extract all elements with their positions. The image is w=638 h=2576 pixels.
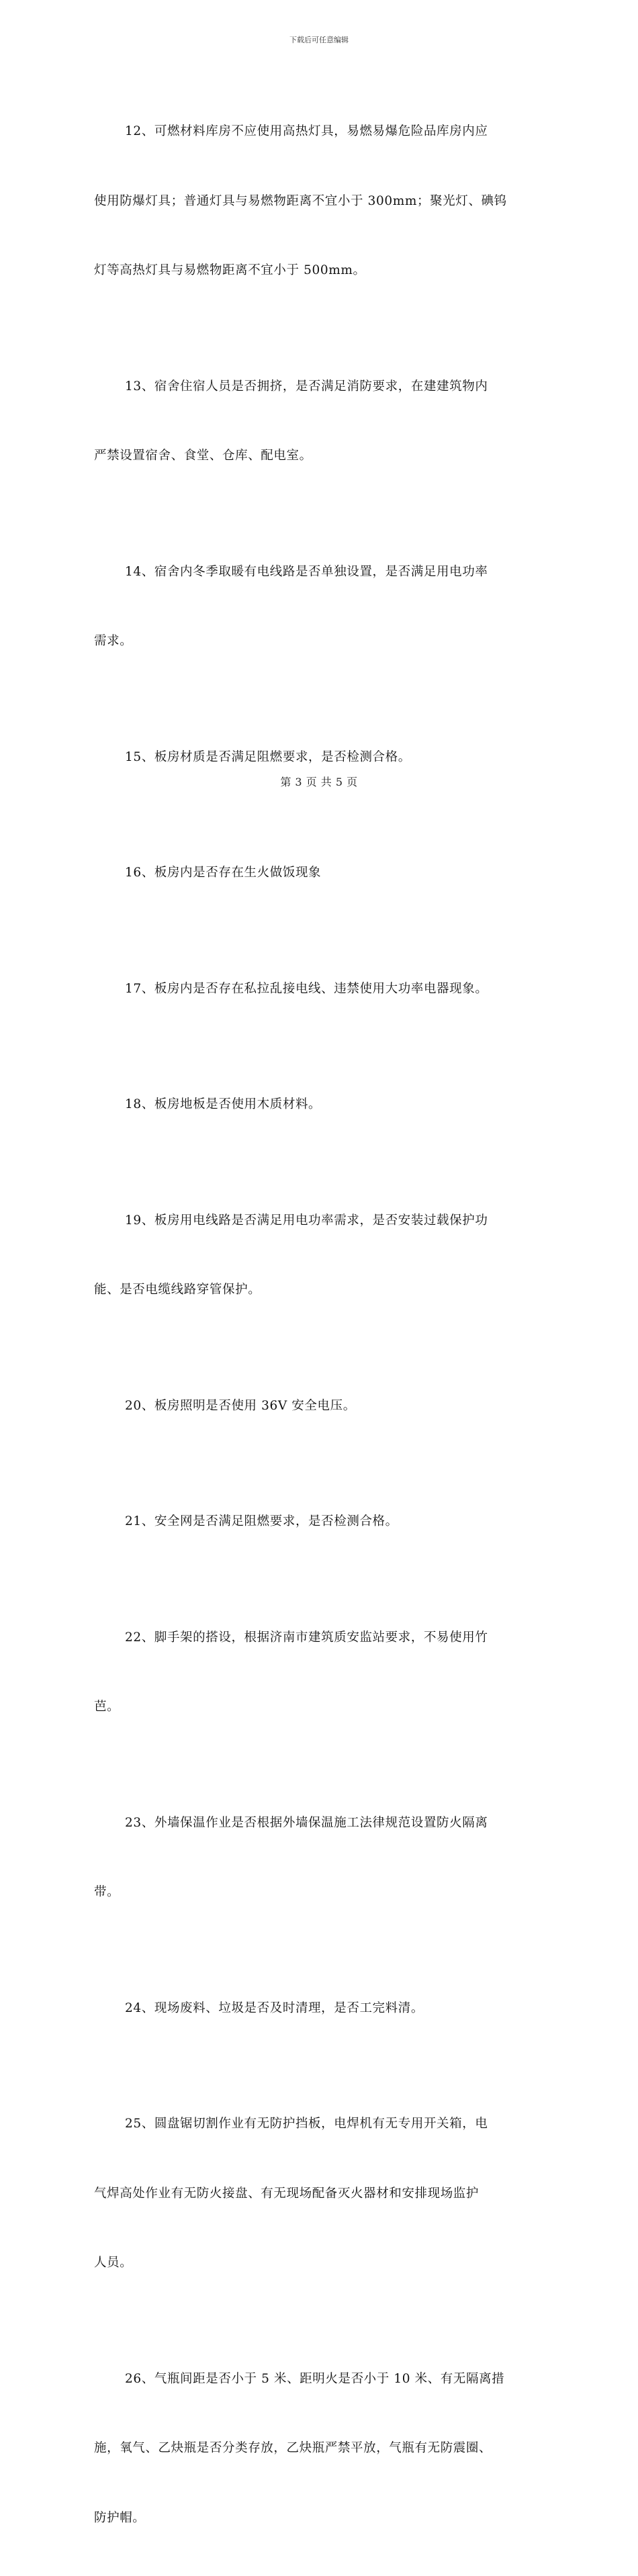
paragraph-line: 14、宿舍内冬季取暖有电线路是否单独设置，是否满足用电功率 [94, 561, 544, 584]
paragraph-item-24 [94, 1951, 544, 2067]
paragraph-line: 需求。 [94, 630, 544, 653]
footer-prefix: 第 [280, 776, 291, 789]
paragraph-line: 25、圆盘锯切割作业有无防护挡板，电焊机有无专用开关箱，电 [94, 2113, 544, 2136]
paragraph-item-20 [94, 1348, 544, 1465]
paragraph-item-19 [94, 1163, 544, 1348]
paragraph-line: 16、板房内是否存在生火做饭现象 [94, 862, 544, 885]
paragraph-line: 19、板房用电线路是否满足用电功率需求，是否安装过载保护功 [94, 1209, 544, 1233]
paragraph-item-23 [94, 1765, 544, 1951]
paragraph-item-17 [94, 931, 544, 1048]
paragraph-line: 人员。 [94, 2252, 544, 2275]
footer-suffix: 页 [347, 776, 358, 789]
paragraph-line: 施，氧气、乙炔瓶是否分类存放，乙炔瓶严禁平放，气瓶有无防震圈、 [94, 2437, 544, 2460]
paragraph-line: 使用防爆灯具；普通灯具与易燃物距离不宜小于 300mm；聚光灯、碘钨 [94, 190, 544, 214]
footer-middle: 页 共 [306, 776, 332, 789]
paragraph-line: 12、可燃材料库房不应使用高热灯具，易燃易爆危险品库房内应 [94, 120, 544, 144]
paragraph-line: 23、外墙保温作业是否根据外墙保温施工法律规范设置防火隔离 [94, 1812, 544, 1835]
footer-page-number: 3 [295, 776, 302, 789]
footer-total-pages: 5 [336, 776, 343, 789]
paragraph-line: 防护帽。 [94, 2507, 544, 2530]
paragraph-line: 能、是否电缆线路穿管保护。 [94, 1279, 544, 1302]
page-footer [0, 776, 638, 789]
paragraph-item-14 [94, 514, 544, 700]
paragraph-item-26 [94, 2321, 544, 2576]
paragraph-line: 20、板房照明是否使用 36V 安全电压。 [94, 1395, 544, 1418]
paragraph-line: 带。 [94, 1881, 544, 1904]
header-text: 下载后可任意编辑 [289, 36, 349, 44]
paragraph-item-25 [94, 2066, 544, 2321]
document-body [94, 74, 544, 2576]
paragraph-line: 严禁设置宿舍、食堂、仓库、配电室。 [94, 445, 544, 468]
paragraph-line: 灯等高热灯具与易燃物距离不宜小于 500mm。 [94, 259, 544, 283]
paragraph-line: 17、板房内是否存在私拉乱接电线、违禁使用大功率电器现象。 [94, 978, 544, 1001]
paragraph-item-15 [94, 700, 544, 816]
paragraph-line: 21、安全网是否满足阻燃要求，是否检测合格。 [94, 1510, 544, 1534]
paragraph-line: 13、宿舍住宿人员是否拥挤，是否满足消防要求，在建建筑物内 [94, 375, 544, 399]
paragraph-item-21 [94, 1464, 544, 1580]
paragraph-line: 24、现场废料、垃圾是否及时清理，是否工完料清。 [94, 1997, 544, 2021]
paragraph-item-22 [94, 1580, 544, 1765]
paragraph-line: 22、脚手架的搭设，根据济南市建筑质安监站要求，不易使用竹 [94, 1626, 544, 1650]
paragraph-item-16 [94, 815, 544, 931]
page-header [0, 35, 638, 46]
paragraph-line: 18、板房地板是否使用木质材料。 [94, 1093, 544, 1117]
paragraph-line: 芭。 [94, 1696, 544, 1719]
paragraph-line: 气焊高处作业有无防火接盘、有无现场配备灭火器材和安排现场监护 [94, 2182, 544, 2206]
paragraph-line: 26、气瓶间距是否小于 5 米、距明火是否小于 10 米、有无隔离措 [94, 2368, 544, 2391]
paragraph-item-12 [94, 74, 544, 329]
paragraph-line: 15、板房材质是否满足阻燃要求，是否检测合格。 [94, 746, 544, 770]
paragraph-item-18 [94, 1047, 544, 1163]
paragraph-item-13 [94, 329, 544, 514]
